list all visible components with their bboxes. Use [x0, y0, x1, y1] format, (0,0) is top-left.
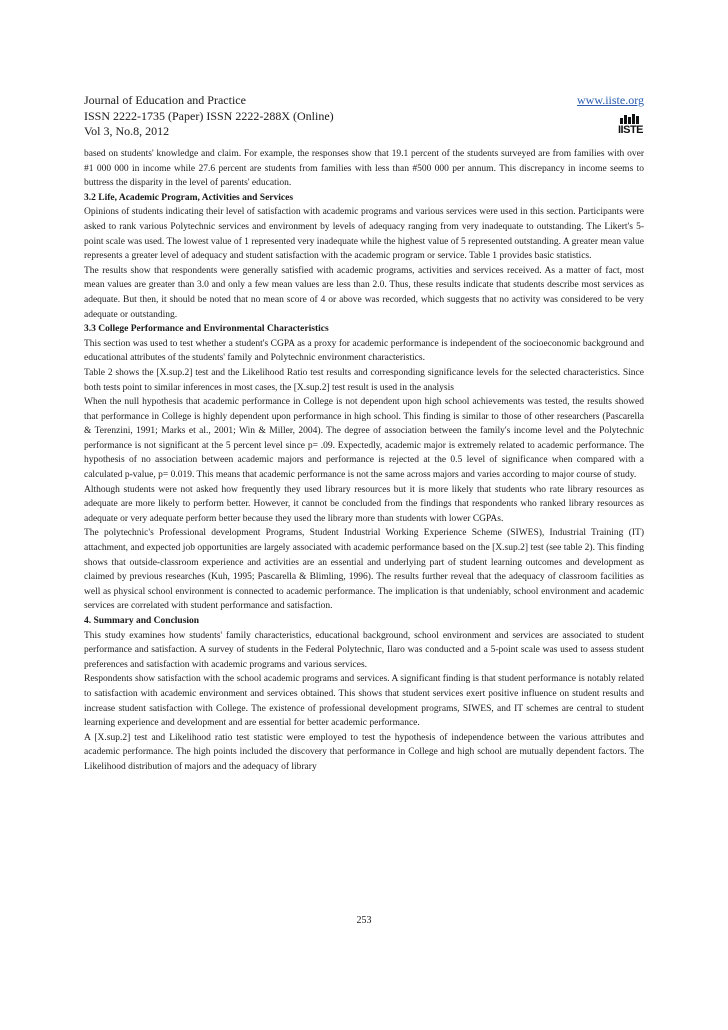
journal-volume: Vol 3, No.8, 2012	[84, 124, 170, 138]
journal-url-link[interactable]: www.iiste.org	[577, 93, 644, 107]
paragraph-likelihood: A [X.sup.2] test and Likelihood ratio test statistic were employed to test the hypothesis of independence between the various attributes and academic performance. The high points included the discovery that performance in College and high school are mutually dependent factors. The Likelihood distribution of majors and the adequacy of library	[84, 732, 644, 772]
page-number: 253	[356, 915, 372, 926]
paragraph-null-hypothesis: When the null hypothesis that academic performance in College is not dependent upon high school achievements was tested, the results showed that performance in College is highly dependent upon performance in high school. This finding is similar to those of other researchers (Pascarella & Terenzini, 1991; Marks et al., 2001; Win & Miller, 2004). The degree of association between the family's income level and the Polytechnic performance is not significant at the 5 percent level since p= .09. Expectedly, academic major is extremely related to academic performance. The hypothesis of no association between academic majors and performance is rejected at the 0.5 level of significance when compared with a calculated p-value, p= 0.019. This means that academic performance is not the same across majors and varies according to major course of study.	[84, 397, 644, 481]
paragraph-income: based on students' knowledge and claim. For example, the responses show that 19.1 percent of the students surveyed are from families with over #1 000 000 in income while 27.6 percent are students from families with less than #500 000 per annum. This discrepancy in income seems to buttress the disparity in the level of parents' education.	[84, 149, 644, 189]
paragraph-programs: The polytechnic's Professional development Programs, Student Industrial Working Experience Scheme (SIWES), Industrial Training (IT) attachment, and expected job opportunities are largely associated with academic performance based on the [X.sup.2] test (see table 2). This finding shows that outside-classroom experience and activities are an essential and underlying part of student learning outcomes and development as claimed by previous researches (Kuh, 1995; Pascarella & Blimling, 1996). The results further reveal that the adequacy of classroom facilities as well as physical school environment is connected to academic performance. The implication is that undeniably, school environment and academic services are correlated with student performance and satisfaction.	[84, 528, 644, 612]
paragraph-table2: Table 2 shows the [X.sup.2] test and the Likelihood Ratio test results and corresponding significance levels for the selected characteristics. Since both tests point to similar inferences in most cases, the [X.sup.2] test result is used in the analysis	[84, 367, 644, 393]
paragraph-summary: This study examines how students' family characteristics, educational background, school environment and services are associated to student performance and satisfaction. A survey of students in the Federal Polytechnic, Ilaro was conducted and a 5-point scale was used to assess student preferences and satisfaction with academic programs and various services.	[84, 630, 644, 670]
logo-text: IISTE	[618, 124, 644, 136]
section-heading-3-2: 3.2 Life, Academic Program, Activities and Services	[84, 192, 294, 203]
journal-header	[84, 93, 644, 140]
paragraph-results: The results show that respondents were generally satisfied with academic programs, activities and services received. As a matter of fact, most mean values are greater than 3.0 and only a few mean values are less than 2.0. Thus, these results indicate that students describe most services as adequate. But then, it should be noted that no mean score of 4 or above was recorded, which suggests that no activity was considered to be very adequate or outstanding.	[84, 265, 644, 320]
journal-issn: ISSN 2222-1735 (Paper) ISSN 2222-288X (Online)	[84, 108, 334, 123]
paragraph-satisfaction: Respondents show satisfaction with the school academic programs and services. A significant finding is that student performance is notably related to satisfaction with academic environment and services obtained. This shows that student services exert positive influence on student results and increase student satisfaction with College. The existence of professional development programs, SIWES, and IT schemes are central to student learning experience and development and are essential for better academic performance.	[84, 674, 644, 729]
journal-title: Journal of Education and Practice	[84, 93, 246, 107]
section-heading-3-3: 3.3 College Performance and Environmental Characteristics	[84, 324, 329, 335]
article-body	[84, 147, 644, 775]
iiste-logo	[618, 110, 644, 136]
paragraph-library: Although students were not asked how frequently they used library resources but it is more likely that students who rate library resources as adequate are more likely to perform better. However, it cannot be concluded from the findings that respondents who ranked library resources as adequate or very adequate perform better because they used the library more than students with lower CGPAs.	[84, 484, 644, 524]
section-heading-4: 4. Summary and Conclusion	[84, 616, 200, 626]
paragraph-opinions: Opinions of students indicating their level of satisfaction with academic programs and various services were used in this section. Participants were asked to rank various Polytechnic services and environment by levels of adequacy ranging from very inadequate to outstanding. The Likert's 5-point scale was used. The lowest value of 1 represented very inadequate while the highest value of 5 represented outstanding. A greater mean value represents a greater level of adequacy and student satisfaction with the academic program or service. Table 1 provides basic statistics.	[84, 207, 644, 262]
paragraph-cgpa: This section was used to test whether a student's CGPA as a proxy for academic performance is independent of the socioeconomic background and educational attributes of the students' family and Polytechnic environment characteristics.	[84, 338, 644, 364]
page	[84, 93, 644, 775]
